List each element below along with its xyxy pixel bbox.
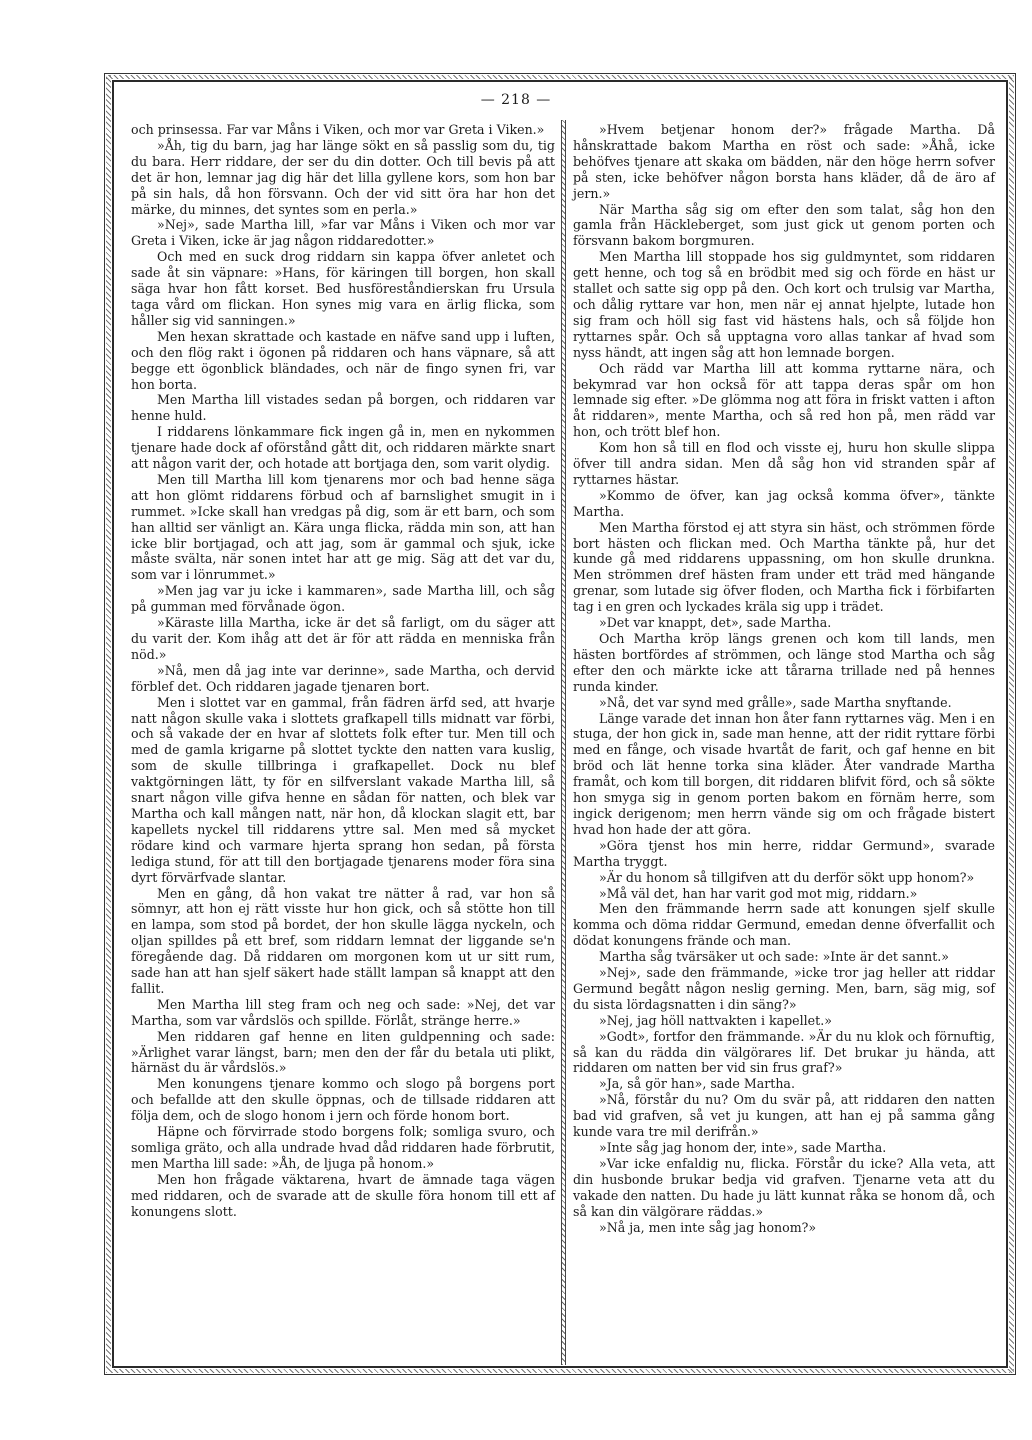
paragraph: »Nej», sade Martha lill, »far var Måns i Viken och mor var Greta i Viken, icke är jag någon riddaredotter.» (131, 217, 555, 249)
paragraph: »Nej, jag höll nattvakten i kapellet.» (599, 1012, 832, 1028)
paragraph: Och med en suck drog riddarn sin kappa öfver anletet och sade åt sin väpnare: »Hans, för käringen till borgen, hon skall säga hvar hon fått korset. Bed husföreståndierskan fru Ursula taga vård om flickan. Hon synes mig vara en ärlig flicka, som håller sig vid sanningen.» (131, 249, 555, 328)
paragraph: »Käraste lilla Martha, icke är det så farligt, om du säger att du varit der. Kom ihåg att det är för att rädda en menniska från nöd.» (131, 615, 555, 662)
paragraph: Martha såg tvärsäker ut och sade: »Inte är det sannt.» (599, 949, 949, 965)
paragraph: »Hvem betjenar honom der?» frågade Martha. Då hånskrattade bakom Martha en röst och sade: »Åhå, icke behöfves tjenare att skaka om bädden, när den höge herrn sofver på sten, icke behöfver någon borsta hans kläder, då de äro af jern.» (573, 122, 995, 201)
paragraph: Men Martha lill steg fram och neg och sade: »Nej, det var Martha, som var vårdslös och spillde. Förlåt, stränge herre.» (131, 996, 555, 1028)
paragraph: Men konungens tjenare kommo och slogo på borgens port och befallde att den skulle öppnas, och de tillsade riddaren att följa dem, och de slogo honom i jern och förde honom bort. (131, 1076, 555, 1124)
paragraph: »Det var knappt, det», sade Martha. (599, 615, 832, 631)
paragraph: Men en gång, då hon vakat tre nätter å rad, var hon så sömnyr, att hon ej rätt visste hur hon gick, och så stötte hon till en lampa, som stod på bordet, der hon skulle lägga nyckeln, och oljan spilldes på ett bref, som riddarn lemnat der liggande se'n föregående dag. Då riddaren om morgonen kom ut ur sitt rum, sade han att han sjelf säkert hade ställt lampan så knappt att den fallit. (131, 885, 555, 996)
paragraph: Men hon frågade väktarena, hvart de ämnade taga vägen med riddaren, och de svarade att de skulle föra honom till ett af konungens slott. (131, 1171, 555, 1219)
paragraph: Men Martha lill vistades sedan på borgen, och riddaren var henne huld. (131, 392, 555, 424)
paragraph: »Kommo de öfver, kan jag också komma öfver», tänkte Martha. (573, 487, 995, 519)
paragraph: »Ja, så gör han», sade Martha. (599, 1076, 795, 1092)
right-column (573, 122, 995, 1235)
paragraph: »Inte såg jag honom der, inte», sade Martha. (599, 1140, 887, 1155)
paragraph: Kom hon så till en flod och visste ej, huru hon skulle slippa öfver till andra sidan. Men då såg hon vid stranden spår af ryttarnes hästar. (573, 440, 995, 487)
page-number: — 218 — (480, 92, 552, 108)
paragraph: I riddarens lönkammare fick ingen gå in, men en nykommen tjenare hade dock af oförstånd gått dit, och riddaren märkte snart att någon varit der, och hotade att bortjaga den, som varit olydig. (131, 424, 555, 472)
paragraph: Men riddaren gaf henne en liten guldpenning och sade: »Ärlighet varar längst, barn; men den der får du betala uti plikt, härnäst du är vårdslös.» (131, 1028, 555, 1076)
paragraph: Länge varade det innan hon åter fann ryttarnes väg. Men i en stuga, der hon gick in, sade man henne, att der ridit ryttare förbi med en fånge, och visade hvartåt de farit, och gaf henne en bit bröd och lät henne torka sina kläder. Åter vandrade Martha framåt, och kom till borgen, dit riddaren blifvit förd, och så sökte hon smyga sig in genom porten bakom en förnäm herre, som ingick derigenom; men herrn vände sig om och frågade bistert hvad hon hade der att göra. (573, 710, 995, 837)
paragraph: Men hexan skrattade och kastade en näfve sand upp i luften, och den flög rakt i ögonen på riddaren och hans väpnare, så att begge ett ögonblick bländades, och när de fingo synen fri, var hon borta. (131, 328, 555, 392)
paragraph: Men i slottet var en gammal, från fädren ärfd sed, att hvarje natt någon skulle vaka i slottets grafkapell tills midnatt var förbi, och så vakade der en hvar af slottets folk efter tur. Men till och med de gamla krigarne på slottet tyckte den natten vara kuslig, som de skulle tillbringa i grafkapellet. Dock nu blef vaktgörningen lätt, ty för en silfverslant vakade Martha lill, så snart någon ville gifva henne en sådan för natten, och blek var Martha och kall mången natt, när hon, då klockan slagit ett, bar kapellets nyckel till riddarens yttre sal. Men med så mycket rödare kind och varmare hjerta sprang hon sedan, på första lediga stund, för att till den bortjagade tjenarens moder föra sina dyrt förvärfvade slantar. (131, 694, 555, 885)
paragraph: »Nej», sade den främmande, »icke tror jag heller att riddar Germund begått någon neslig gerning. Men, barn, säg mig, sof du sista lördagsnatten i din säng?» (573, 965, 995, 1012)
paragraph: Och Martha kröp längs grenen och kom till lands, men hästen bortfördes af strömmen, och länge stod Martha och såg efter den och märkte icke att tårarna trillade ned på hennes runda kinder. (573, 631, 995, 694)
paragraph: »Nå, förstår du nu? Om du svär på, att riddaren den natten bad vid grafven, så vet ju kungen, att han ej på samma gång kunde vara tre mil derifrån.» (573, 1092, 995, 1140)
paragraph: »Göra tjenst hos min herre, riddar Germund», svarade Martha tryggt. (573, 837, 995, 869)
paragraph: »Var icke enfaldig nu, flicka. Förstår du icke? Alla veta, att din husbonde brukar bedja vid grafven. Tjenarne veta att du vakade den natten. Du hade ju lätt kunnat råka se honom då, och så kan din välgörare räddas.» (573, 1155, 995, 1219)
paragraph: »Men jag var ju icke i kammaren», sade Martha lill, och såg på gumman med förvånade ögon. (131, 583, 555, 615)
paragraph: och prinsessa. Far var Måns i Viken, och mor var Greta i Viken.» (131, 122, 545, 137)
left-column (131, 122, 555, 1220)
paragraph: Men Martha lill stoppade hos sig guldmyntet, som riddaren gett henne, och tog så en brödbit med sig och förde en häst ur stallet och satte sig opp på den. Och kort och trulsig var Martha, och dålig ryttare var hon, men när ej annat hjelpte, lutade hon sig fram och höll sig fast vid hästens hals, och så följde hon ryttarnes spår. Och så upptagna voro allas tankar af hvad som nyss händt, att ingen såg att hon lemnade borgen. (573, 249, 995, 360)
paragraph: Men den främmande herrn sade att konungen sjelf skulle komma och döma riddar Germund, emedan denne öfverfallit och dödat konungens frände och man. (573, 901, 995, 949)
paragraph: »Är du honom så tillgifven att du derför sökt upp honom?» (599, 869, 975, 885)
paragraph: »Nå ja, men inte såg jag honom?» (599, 1219, 817, 1235)
paragraph: Men Martha förstod ej att styra sin häst, och strömmen förde bort hästen och flickan med. Och Martha tänkte på, hur det kunde gå med riddarens uppassning, om hon skulle drunkna. Men strömmen dref hästen fram under ett träd med hängande grenar, som lutade sig öfver floden, och Martha fick i förbifarten tag i en gren och lyckades kräla sig upp i trädet. (573, 519, 995, 615)
paragraph: »Nå, det var synd med grålle», sade Martha snyftande. (599, 694, 952, 710)
paragraph: »Må väl det, han har varit god mot mig, riddarn.» (599, 885, 918, 901)
paragraph: »Godt», fortfor den främmande. »Är du nu klok och förnuftig, så kan du rädda din välgörares lif. Det brukar ju hända, att riddaren om natten ber vid sin frus graf?» (573, 1028, 995, 1076)
paragraph: När Martha såg sig om efter den som talat, såg hon den gamla från Häckleberget, som just gick ut genom porten och försvann bakom borgmuren. (573, 201, 995, 249)
paragraph: »Åh, tig du barn, jag har länge sökt en så passlig som du, tig du bara. Herr riddare, der ser du din dotter. Och till bevis på att det är hon, lemnar jag dig här det lilla gyllene kors, som hon bar på sin hals, då hon försvann. Och der vid sitt öra har hon det märke, du minnes, det syntes som en perla.» (131, 137, 555, 217)
paragraph: Och rädd var Martha lill att komma ryttarne nära, och bekymrad var hon också för att tappa deras spår om hon lemnade sig efter. »De glömma nog att föra in friskt vatten i afton åt riddaren», mente Martha, och så red hon på, men rädd var hon, och trött blef hon. (573, 360, 995, 440)
column-divider (561, 120, 566, 1365)
paragraph: Häpne och förvirrade stodo borgens folk; somliga svuro, och somliga gräto, och alla undrade hvad dåd riddaren hade förbrutit, men Martha lill sade: »Åh, de ljuga på honom.» (131, 1124, 555, 1171)
paragraph: Men till Martha lill kom tjenarens mor och bad henne säga att hon glömt riddarens förbud och af barnslighet smugit in i rummet. »Icke skall han vredgas på dig, som är ett barn, och som han alltid ser vänligt an. Kära unga flicka, rädda min son, att han icke blir bortjagad, och att jag, som är gammal och sjuk, icke måste svälta, när sonen intet har att ge mig. Säg att det var du, som var i lönrummet.» (131, 471, 555, 583)
paragraph: »Nå, men då jag inte var derinne», sade Martha, och dervid förblef det. Och riddaren jagade tjenaren bort. (131, 662, 555, 694)
